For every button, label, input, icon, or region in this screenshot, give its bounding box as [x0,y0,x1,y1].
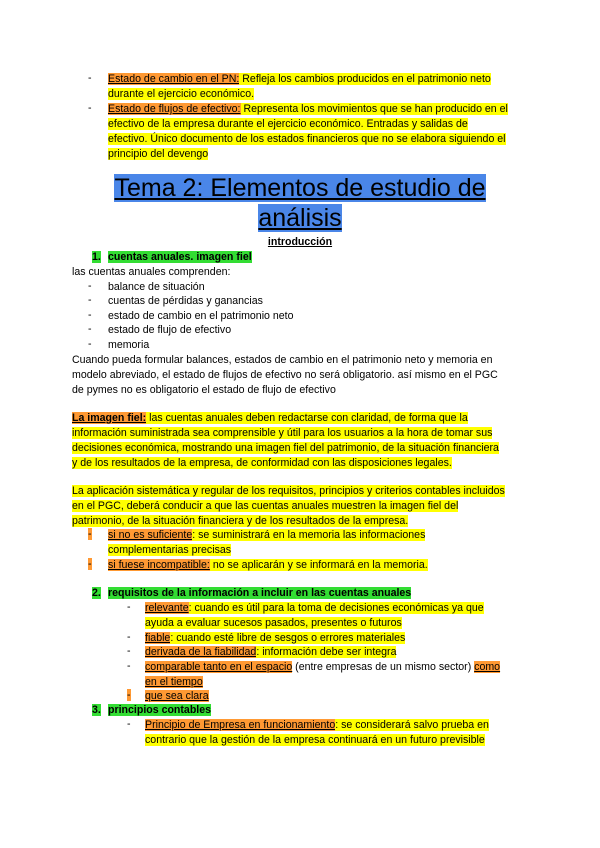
para-line: de pymes no es obligatorio el estado de flujo de efectivo [72,384,336,396]
term-label: si fuese incompatible: [108,559,210,571]
item-text: (entre empresas de un mismo sector) [292,661,475,673]
bullet-dash: - [127,689,131,701]
section-heading: cuentas anuales. imagen fiel [108,251,252,263]
bullet-dash: - [127,631,131,643]
bullet-dash: - [88,102,92,114]
para-line: patrimonio, de la situación financiera y de los resultados de la empresa. [72,515,409,527]
paragraph-imagen-fiel [72,411,522,471]
bullet-dash: - [88,280,92,292]
item-text: principio del devengo [108,148,209,160]
bullet-dash: - [88,528,92,540]
item-text: efectivo. Único documento de los estados financieros que no se elabora siguiendo el [108,133,506,145]
list-item: balance de situación [108,281,205,293]
section-number: 1. [92,251,101,263]
bullet-dash: - [127,645,131,657]
bullet-dash: - [88,309,92,321]
item-text: Representa los movimientos que se han producido en el [240,103,508,115]
term-label: La imagen fiel: [72,412,147,424]
page-title-cont [72,203,528,233]
bullet-dash: - [88,323,92,335]
list-item: cuentas de pérdidas y ganancias [108,295,263,307]
para-line: información suministrada sea comprensible y útil para los usuarios a la hora de tomar sus [72,427,493,439]
section-number: 3. [92,704,101,716]
para-line: modelo abreviado, el estado de flujos de efectivo no será obligatorio. así mismo en el PGC [72,369,498,381]
paragraph [72,353,522,398]
term-label: si no es suficiente [108,529,193,541]
page-title [72,173,528,203]
list-item [108,72,528,102]
title-line-2: análisis [258,204,342,232]
list-item: estado de flujo de efectivo [108,324,232,336]
section-heading: requisitos de la información a incluir en las cuentas anuales [108,587,412,599]
bullet-dash: - [88,338,92,350]
list-item [108,102,528,162]
paragraph [72,484,522,529]
subtitle: introducción [267,236,333,248]
para-line: las cuentas anuales deben redactarse con claridad, de forma que la [146,412,468,424]
bullet-dash: - [88,558,92,570]
term-label: derivada de la fiabilidad [145,646,257,658]
list-item [145,718,510,748]
term-label: que sea clara [145,690,209,702]
para-line: en el PGC, deberá conducir a que las cuentas anuales muestren la imagen fiel del [72,500,459,512]
item-text: : se suministrará en la memoria las informaciones [192,529,426,541]
item-text: : información debe ser integra [256,646,397,658]
para-line: La aplicación sistemática y regular de los requisitos, principios y criterios contables incluidos [72,485,505,497]
list-item [145,689,510,704]
item-text: complementarias precisas [108,544,232,556]
item-text: efectivo de la empresa durante el ejercicio económico. Entradas y salidas de [108,118,468,130]
item-text: durante el ejercicio económico. [108,88,255,100]
intro-line: las cuentas anuales comprenden: [72,266,231,278]
list-item [145,631,510,646]
bullet-dash: - [127,660,131,672]
list-item [108,528,528,558]
term-label: fiable [145,632,171,644]
list-item: memoria [108,339,150,351]
list-item: estado de cambio en el patrimonio neto [108,310,294,322]
item-text: : cuando esté libre de sesgos o errores materiales [170,632,406,644]
bullet-dash: - [88,72,92,84]
term-label: relevante [145,602,189,614]
list-item [145,660,510,690]
para-line: Cuando pueda formular balances, estados de cambio en el patrimonio neto y memoria en [72,354,493,366]
bullet-dash: - [127,601,131,613]
term-label: en el tiempo [145,676,203,688]
bullet-dash: - [88,294,92,306]
para-line: y de los resultados de la empresa, de conformidad con las disposiciones legales. [72,457,452,469]
item-text: : cuando es útil para la toma de decisiones económicas ya que [188,602,484,614]
item-text: contrario que la gestión de la empresa continuará en un futuro previsible [145,734,485,746]
section-heading: principios contables [108,704,212,716]
list-item [145,645,510,660]
list-item [108,558,528,573]
term-label: Principio de Empresa en funcionamiento [145,719,336,731]
list-item [145,601,510,631]
para-line: decisiones económica, mostrando una imagen fiel del patrimonio, de la situación financiera [72,442,499,454]
term-label: Estado de flujos de efectivo: [108,103,241,115]
section-number: 2. [92,587,101,599]
term-label: como [474,661,501,673]
term-label: Estado de cambio en el PN: [108,73,240,85]
item-text: no se aplicarán y se informará en la memoria. [209,559,428,571]
title-line-1: Tema 2: Elementos de estudio de [114,174,486,202]
bullet-dash: - [127,718,131,730]
item-text: Refleja los cambios producidos en el patrimonio neto [239,73,491,85]
term-label: comparable tanto en el espacio [145,661,293,673]
item-text: : se considerará salvo prueba en [335,719,489,731]
item-text: ayuda a evaluar sucesos pasados, presentes o futuros [145,617,402,629]
